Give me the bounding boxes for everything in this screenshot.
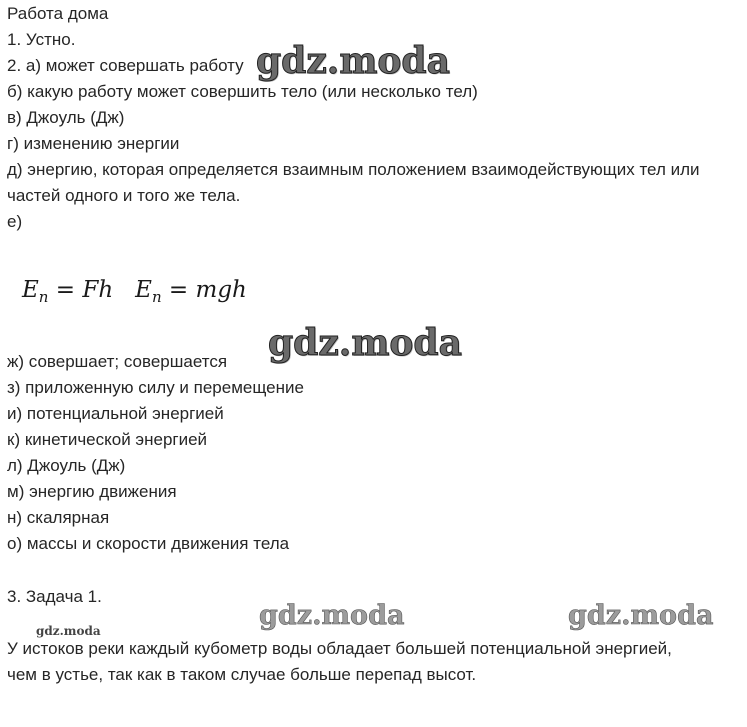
potential-energy-formula bbox=[22, 272, 247, 315]
item-2c: в) Джоуль (Дж) bbox=[7, 108, 125, 127]
heading: Работа дома bbox=[7, 4, 109, 23]
item-2l: м) энергию движения bbox=[7, 482, 177, 501]
item-2i: и) потенциальной энергией bbox=[7, 404, 224, 423]
item-2f: е) bbox=[7, 212, 23, 231]
answer-line2: чем в устье, так как в таком случае больше перепад высот. bbox=[7, 665, 477, 684]
item-2g: ж) совершает; совершается bbox=[7, 352, 228, 371]
watermark-logo: gdz.moda bbox=[259, 600, 405, 631]
watermark-logo: gdz.moda bbox=[36, 624, 101, 638]
watermark-logo: gdz.moda bbox=[568, 600, 714, 631]
item-2j: к) кинетической энергией bbox=[7, 430, 208, 449]
task-heading: 3. Задача 1. bbox=[7, 587, 102, 606]
item-2e-line2: частей одного и того же тела. bbox=[7, 186, 241, 205]
item-2k: л) Джоуль (Дж) bbox=[7, 456, 126, 475]
item-1: 1. Устно. bbox=[7, 30, 76, 49]
item-2d: г) изменению энергии bbox=[7, 134, 180, 153]
item-2a: 2. а) может совершать работу bbox=[7, 56, 244, 75]
formula-2: $E_n$ = mgh bbox=[135, 277, 247, 306]
item-2e-line1: д) энергию, которая определяется взаимным положением взаимодействующих тел или bbox=[7, 160, 700, 179]
item-2m: н) скалярная bbox=[7, 508, 110, 527]
item-2b: б) какую работу может совершить тело (или несколько тел) bbox=[7, 82, 478, 101]
item-2h: з) приложенную силу и перемещение bbox=[7, 378, 304, 397]
answer-line1: У истоков реки каждый кубометр воды обладает большей потенциальной энергией, bbox=[7, 639, 672, 658]
formula-1: $E_n = Fh$ bbox=[22, 277, 114, 306]
watermark-logo: gdz.moda bbox=[256, 40, 450, 82]
watermark-logo: gdz.moda bbox=[268, 322, 462, 364]
item-2n: о) массы и скорости движения тела bbox=[7, 534, 290, 553]
